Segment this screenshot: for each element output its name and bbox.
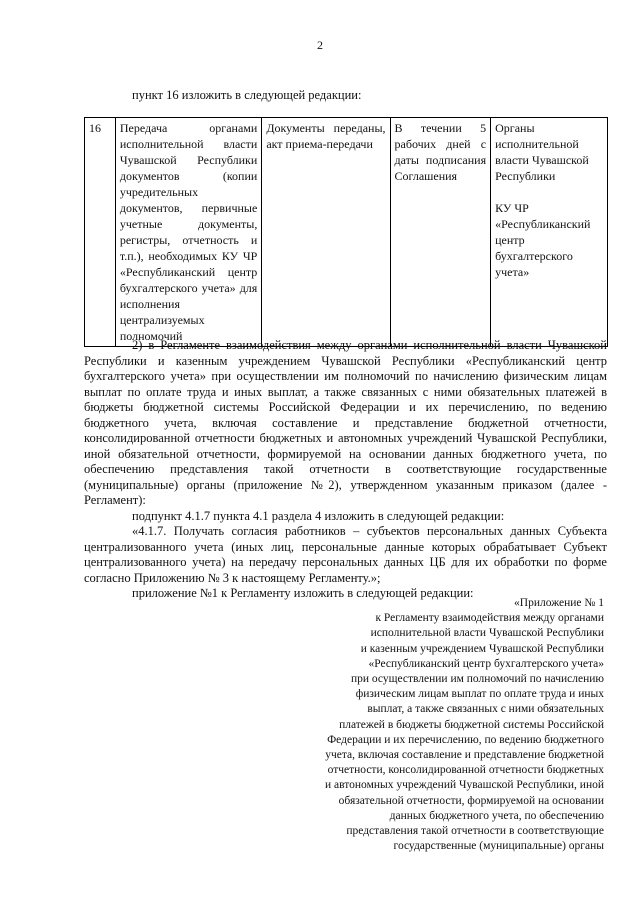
responsible-2: КУ ЧР «Республиканский центр бухгалтерского учета»: [495, 201, 591, 279]
appendix-line: учета, включая составление и представление бюджетной: [325, 749, 604, 762]
page-number: 2: [317, 38, 323, 52]
appendix-line: платежей в бюджеты бюджетной системы Российской: [339, 718, 604, 731]
responsible-1: Органы исполнительной власти Чувашской Республики: [495, 121, 589, 183]
paragraph-clause-text: «4.1.7. Получать согласия работников – субъектов персональных данных Субъекта централизованного учета (иных лиц, персональные данные которых обрабатывает Субъект централизованного учета) на передачу персональных данных ЦБ для их обработки по форме согласно Приложению № 3 к настоящему Регламенту.»;: [84, 524, 607, 585]
appendix-line: физическим лицам выплат по оплате труда и иных: [355, 688, 604, 701]
row-documents: Документы переданы, акт приема-передачи: [262, 118, 390, 347]
row-number: 16: [85, 118, 116, 347]
main-text: [84, 338, 607, 602]
appendix-line: Федерации и их перечислению, по ведению бюджетного: [327, 733, 604, 746]
appendix-line: и автономных учреждений Чувашской Республики, иной: [325, 779, 604, 792]
paragraph-regulation: 2) в Регламенте взаимодействия между органами исполнительной власти Чувашской Республики и казенным учреждением Чувашской Республики «Республиканский центр бухгалтерского учета» при осуществлении им полномочий по начислению физическим лицам выплат по оплате труда и иных выплат, а также связанных с ними обязательных платежей в бюджеты бюджетной системы Российской Федерации и их перечислению, по ведению бюджетного учета, включая составление и представление бюджетной отчетности, консолидированной отчетности бюджетных и автономных учреждений Чувашской Республики, иной обязательной отчетности, формируемой на основании данных бюджетного учета, по обеспечению представления такой отчетности в соответствующие государственные (муниципальные) органы (приложение №2), утвержденном указанным приказом (далее - Регламент):: [84, 338, 607, 507]
appendix-line: исполнительной власти Чувашской Республики: [370, 627, 604, 640]
paragraph-appendix-intro: приложение №1 к Регламенту изложить в следующей редакции:: [132, 586, 474, 600]
appendix-line: данных бюджетного учета, по обеспечению: [389, 809, 604, 822]
appendix-line: обязательной отчетности, формируемой на основании: [338, 794, 604, 807]
table-row: [85, 118, 608, 347]
row-description: Передача органами исполнительной власти Чувашской Республики документов (копии учредительных документов, первичные учетные документы, регистры, отчетность и т.п.), необходимых КУ ЧР «Республиканский центр бухгалтерского учета» для исполнения централизуемых полномочий: [115, 118, 261, 347]
row-responsible: [491, 118, 608, 347]
appendix-line: «Республиканский центр бухгалтерского учета»: [368, 657, 604, 670]
appendix-line: к Регламенту взаимодействия между органами: [375, 612, 604, 625]
appendix-header: [300, 596, 604, 854]
appendix-line: «Приложение № 1: [514, 597, 604, 609]
row-deadline: В течении 5 рабочих дней с даты подписания Соглашения: [390, 118, 491, 347]
intro-line: пункт 16 изложить в следующей редакции:: [132, 88, 362, 102]
paragraph-subclause: подпункт 4.1.7 пункта 4.1 раздела 4 изложить в следующей редакции:: [132, 508, 505, 523]
appendix-line: представления такой отчетности в соответствующие: [346, 825, 604, 838]
amendment-table: [84, 117, 608, 347]
appendix-line: при осуществлении им полномочий по начислению: [350, 673, 604, 686]
appendix-line: государственные (муниципальные) органы: [393, 840, 604, 853]
appendix-line: и казенным учреждением Чувашской Республики: [360, 642, 604, 655]
appendix-line: выплат, а также связанных с ними обязательных: [367, 703, 604, 716]
appendix-line: отчетности, консолидированной отчетности бюджетных: [327, 764, 604, 777]
